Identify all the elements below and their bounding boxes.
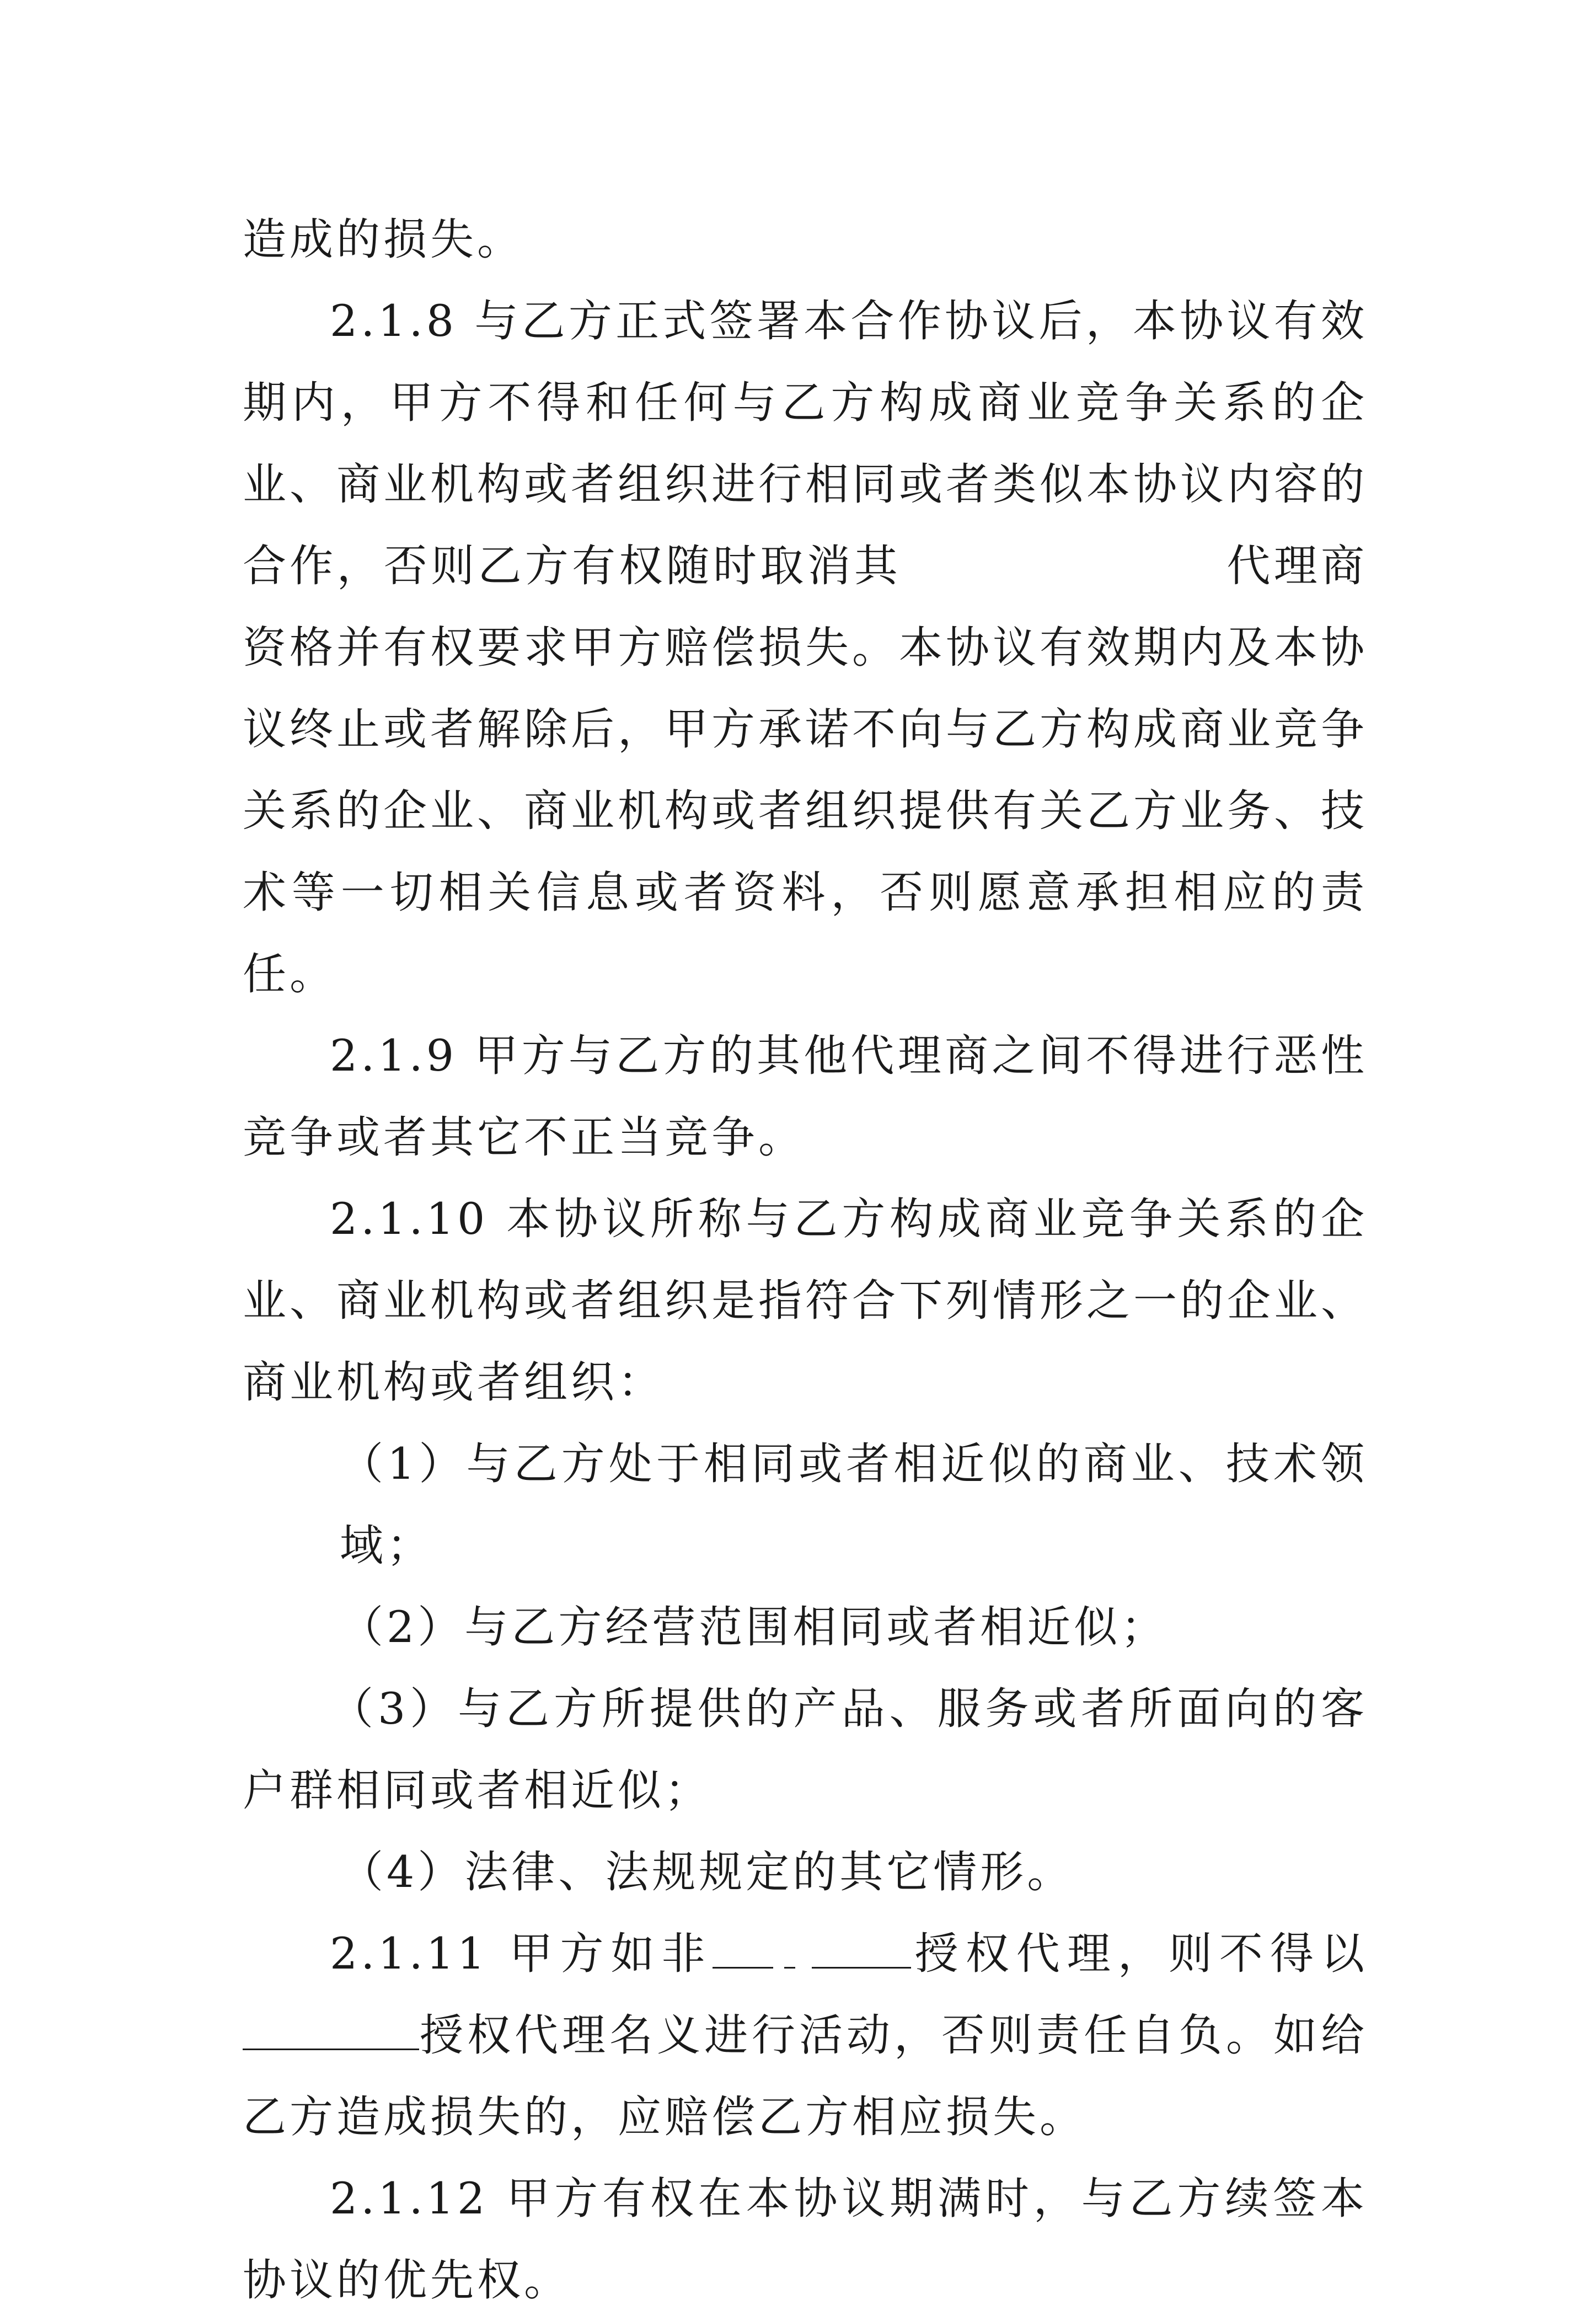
list-item-3: （3）与乙方所提供的产品、服务或者所面向的客户群相同或者相近似； [243, 1683, 1368, 1816]
clause-2-1-12: 2.1.12 甲方有权在本协议期满时，与乙方续签本协议的优先权。 [243, 2173, 1368, 2306]
clause-2-1-11-text-c: 授权代理名义进行活动，否则责任自负。如给乙方造成损失的，应赔偿乙方相应损失。 [243, 2010, 1368, 2142]
blank-underline [812, 1928, 911, 1969]
clause-2-1-8 [243, 280, 1368, 1015]
blank-underline [243, 2009, 342, 2050]
list-item-1: （1）与乙方处于相同或者相近似的商业、技术领域； [340, 1438, 1368, 1571]
blank-underline [784, 1928, 795, 1969]
clause-2-1-8-text-a: 2.1.8 与乙方正式签署本合作协议后，本协议有效期内，甲方不得和任何与乙方构成商业竞争关系的企业、商业机构或者组织进行相同或者类似本协议内容的合作，否则乙方有权随时取消其 [243, 296, 1368, 591]
list-item-2: （2）与乙方经营范围相同或者相近似； [340, 1602, 1168, 1652]
clause-2-1-9: 2.1.9 甲方与乙方的其他代理商之间不得进行恶性竞争或者其它不正当竞争。 [243, 1030, 1368, 1163]
blank-underline [342, 2009, 419, 2050]
clause-2-1-11 [243, 1913, 1368, 2158]
clause-2-1-11-text-b: 授权代理，则不得以 [911, 1928, 1368, 1979]
list-item-4: （4）法律、法规规定的其它情形。 [340, 1847, 1074, 1897]
clause-2-1-11-text-a: 2.1.11 甲方如非 [330, 1928, 713, 1979]
paragraph-continuation: 造成的损失。 [243, 214, 524, 265]
clause-2-1-8-text-b: 代理商资格并有权要求甲方赔偿损失。本协议有效期内及本协议终止或者解除后，甲方承诺不向与乙方构成商业竞争关系的企业、商业机构或者组织提供有关乙方业务、技术等一切相关信息或者资料，否则愿意承担相应的责任。 [243, 541, 1368, 999]
blank-underline [713, 1928, 773, 1969]
clause-2-1-10: 2.1.10 本协议所称与乙方构成商业竞争关系的企业、商业机构或者组织是指符合下列情形之一的企业、商业机构或者组织： [243, 1194, 1368, 1408]
document-body [243, 199, 1368, 2321]
